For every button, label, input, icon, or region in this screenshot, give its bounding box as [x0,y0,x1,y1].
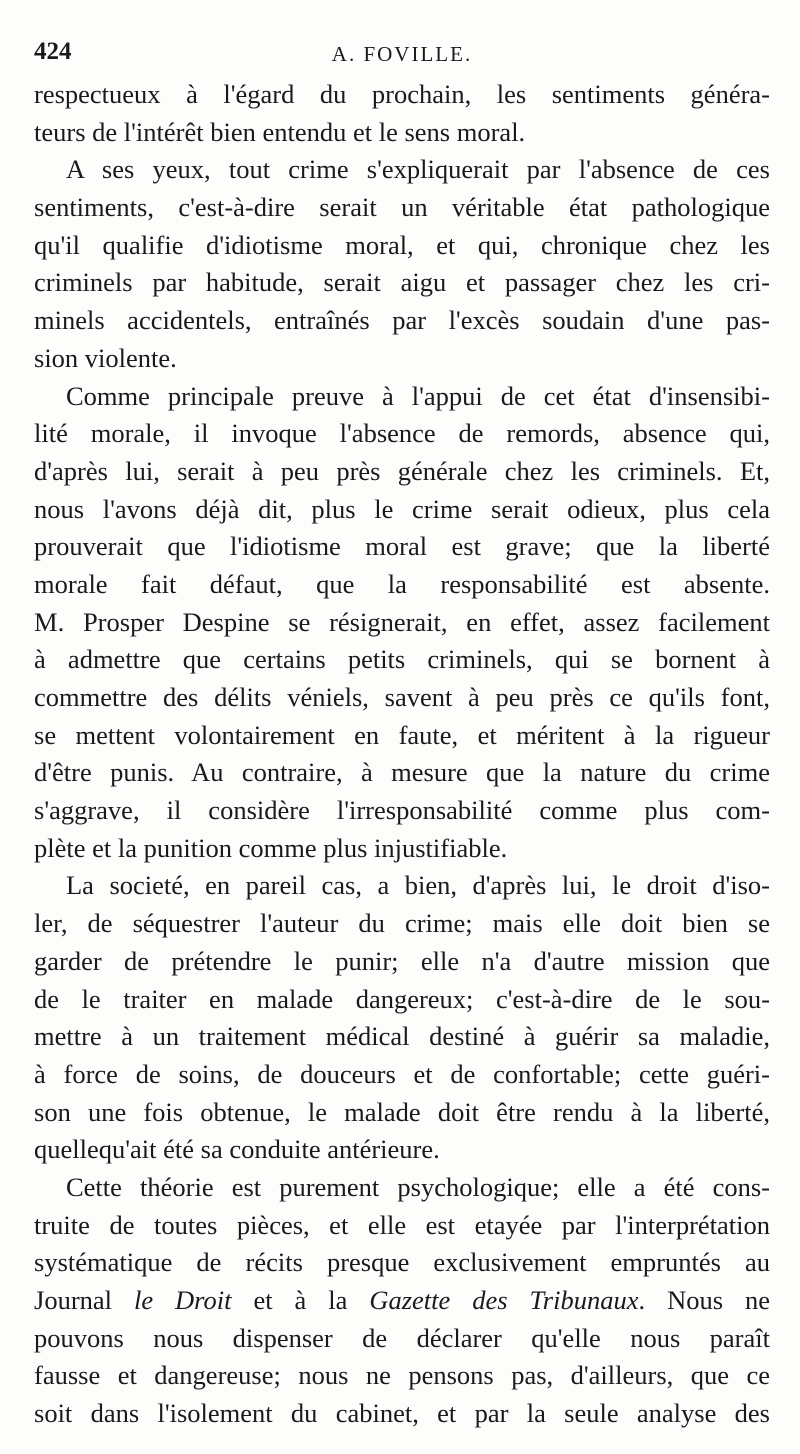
text-line: lité morale, il invoque l'absence de remords, absence qui, [34,418,770,449]
text-line: sion violente. [34,342,177,373]
text-line: commettre des délits véniels, savent à peu près ce qu'ils font, [34,682,770,712]
text-line: qu'il qualifie d'idiotisme moral, et qui, chronique chez les [34,229,770,260]
text-line: à admettre que certains petits criminels, qui se bornent à [34,644,770,675]
text-line: soit dans l'isolement du cabinet, et par la seule analyse des [34,1398,770,1429]
text-line: M. Prosper Despine se résignerait, en effet, assez facilement [34,606,770,637]
body-text [34,76,770,1433]
text-line: ler, de séquestrer l'auteur du crime; mais elle doit bien se [34,908,770,939]
text-line: d'être punis. Au contraire, à mesure que la nature du crime [34,757,770,788]
text-line: sentiments, c'est-à-dire serait un véritable état pathologique [34,192,770,223]
text-line: fausse et dangereuse; nous ne pensons pas, d'ailleurs, que ce [34,1360,770,1391]
text-segment: Journal [34,1285,134,1315]
text-line: La societé, en pareil cas, a bien, d'après lui, le droit d'iso- [66,870,770,901]
text-line: mettre à un traitement médical destiné à guérir sa maladie, [34,1021,770,1052]
text-line: morale fait défaut, que la responsabilité est absente. [34,568,770,599]
text-line: pouvons nous dispenser de déclarer qu'elle nous paraît [34,1322,770,1353]
text-line: A ses yeux, tout crime s'expliquerait par l'absence de ces [66,154,770,185]
text-line: systématique de récits presque exclusivement empruntés au [34,1247,770,1278]
text-line: truite de toutes pièces, et elle est etayée par l'interprétation [34,1209,770,1240]
italic-title-gazette: Gazette des Tribunaux [369,1285,639,1315]
text-line: d'après lui, serait à peu près générale chez les criminels. Et, [34,455,770,486]
text-line: respectueux à l'égard du prochain, les sentiments généra- [34,79,770,109]
text-line: quellequ'ait été sa conduite antérieure. [34,1134,440,1165]
text-line-with-italics [34,1282,770,1320]
page-number: 424 [34,38,72,65]
text-line: se mettent volontairement en faute, et méritent à la rigueur [34,719,770,750]
text-line: prouverait que l'idiotisme moral est grave; que la liberté [34,531,770,562]
text-line: s'aggrave, il considère l'irresponsabilité comme plus com- [34,795,770,826]
text-line: nous l'avons déjà dit, plus le crime serait odieux, plus cela [34,493,770,524]
text-line: criminels par habitude, serait aigu et passager chez les cri- [34,267,770,298]
text-line: son une fois obtenue, le malade doit être rendu à la liberté, [34,1096,770,1127]
text-line: garder de prétendre le punir; elle n'a d'autre mission que [34,945,770,976]
text-line: minels accidentels, entraînés par l'excès soudain d'une pas- [34,305,770,336]
text-line: Cette théorie est purement psychologique; elle a été cons- [66,1171,770,1202]
italic-title-le-droit: le Droit [133,1285,232,1315]
text-segment: . Nous ne [638,1285,770,1315]
text-line: à force de soins, de douceurs et de confortable; cette guéri- [34,1058,770,1089]
page-header [34,38,770,70]
text-line: teurs de l'intérêt bien entendu et le sens moral. [34,116,526,147]
text-segment: et à la [231,1285,370,1315]
text-line: plète et la punition comme plus injustifiable. [34,832,508,863]
text-line: de le traiter en malade dangereux; c'est-à-dire de le sou- [34,983,770,1014]
text-line: Comme principale preuve à l'appui de cet état d'insensibi- [66,380,770,411]
running-head: A. FOVILLE. [331,42,473,66]
